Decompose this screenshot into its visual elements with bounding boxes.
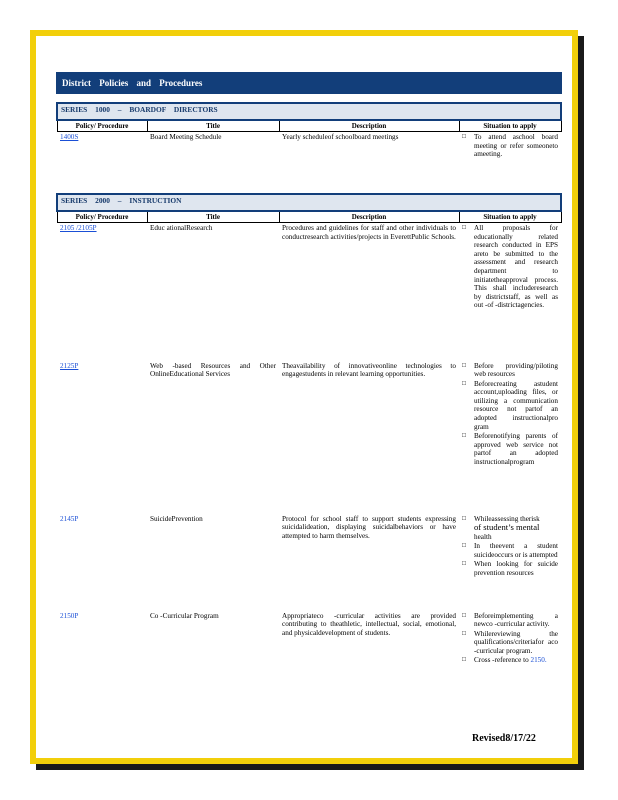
situation-item: □ When looking for suicide prevention resources xyxy=(462,560,558,577)
situation-item: □ Cross -reference to 2150. xyxy=(462,656,558,665)
revised-date: Revised8/17/22 xyxy=(472,733,536,744)
policy-id-2145p: 2145P xyxy=(60,514,79,523)
row-description: Yearly scheduleof schoolboard meetings xyxy=(282,133,399,141)
table-row xyxy=(57,611,561,668)
situation-item: □ Beforecreating astudent account,uploading files, or utilizing a communication resource not partof an adopted instructionalpro gram xyxy=(462,380,558,432)
situation-item: □ In theevent a student suicideoccurs or is attempted xyxy=(462,542,558,559)
row-title: SuicidePrevention xyxy=(150,514,203,523)
col-policy-header: Policy/ Procedure xyxy=(57,211,147,223)
situation-item: □ Whilereviewing the qualifications/criteriafor aco -curricular program. xyxy=(462,630,558,656)
col-title-header: Title xyxy=(147,120,279,132)
col-title-header: Title xyxy=(147,211,279,223)
situation-item: □ Whileassessing therisk of student’s mental health xyxy=(462,515,558,542)
col-policy-header: Policy/ Procedure xyxy=(57,120,147,132)
row-description: Appropriateco -curricular activities are provided contributing to theathletic, intellectual, social, emotional, and physicaldevelopment of students. xyxy=(282,611,456,637)
series-2000-table xyxy=(56,193,562,667)
col-situation-header: Situation to apply xyxy=(459,120,561,132)
situation-item: □ Beforenotifying parents of approved web service not partof an adopted instructionalprogram xyxy=(462,432,558,466)
situation-item: □ Before providing/piloting web resources xyxy=(462,362,558,379)
policy-link-1400s[interactable]: 1400S xyxy=(60,133,79,141)
series-1000-heading: SERIES 1000 – BOARDOF DIRECTORS xyxy=(57,103,561,120)
policy-id-2150p: 2150P xyxy=(60,611,79,620)
col-description-header: Description xyxy=(279,120,459,132)
row-title: Co -Curricular Program xyxy=(150,611,219,620)
situation-item: □ To attend aschool board meeting or refer someoneto ameeting. xyxy=(462,133,558,159)
situation-item: □ All proposals for educationally related research conducted in EPS areto be submitted to the assessment and research department to initiatetheapproval process. This shall includeresearch by districtstaff, as well as out -of -districtagencies. xyxy=(462,224,558,310)
table-row xyxy=(57,514,561,611)
row-description: Protocol for school staff to support students expressing suicidalideation, displaying suicidalbehaviors or have attempted to harm themselves. xyxy=(282,514,456,540)
page-title-banner: District Policies and Procedures xyxy=(56,72,562,94)
row-description: Procedures and guidelines for staff and other individuals to conductresearch activities/projects in EverettPublic Schools. xyxy=(282,224,456,241)
cross-reference-link-2150[interactable]: 2150. xyxy=(530,656,547,665)
policy-link-2125p[interactable]: 2125P xyxy=(60,361,79,370)
series-1000-table xyxy=(56,102,562,161)
row-description: Theavailability of innovativeonline technologies to engagestudents in relevant learning opportunities. xyxy=(282,361,456,379)
table-row xyxy=(57,132,561,161)
col-situation-header: Situation to apply xyxy=(459,211,561,223)
table-row xyxy=(57,361,561,514)
row-title: Board Meeting Schedule xyxy=(150,133,222,141)
situation-item: □ Beforeimplementing a newco -curricular activity. xyxy=(462,612,558,629)
table-row xyxy=(57,223,561,361)
series-2000-heading: SERIES 2000 – INSTRUCTION xyxy=(57,194,561,211)
row-title: Web -based Resources and Other OnlineEducational Services xyxy=(150,361,276,379)
col-description-header: Description xyxy=(279,211,459,223)
row-title: Educ ationalResearch xyxy=(150,224,213,232)
policy-link-2105[interactable]: 2105 /2105P xyxy=(60,224,97,232)
